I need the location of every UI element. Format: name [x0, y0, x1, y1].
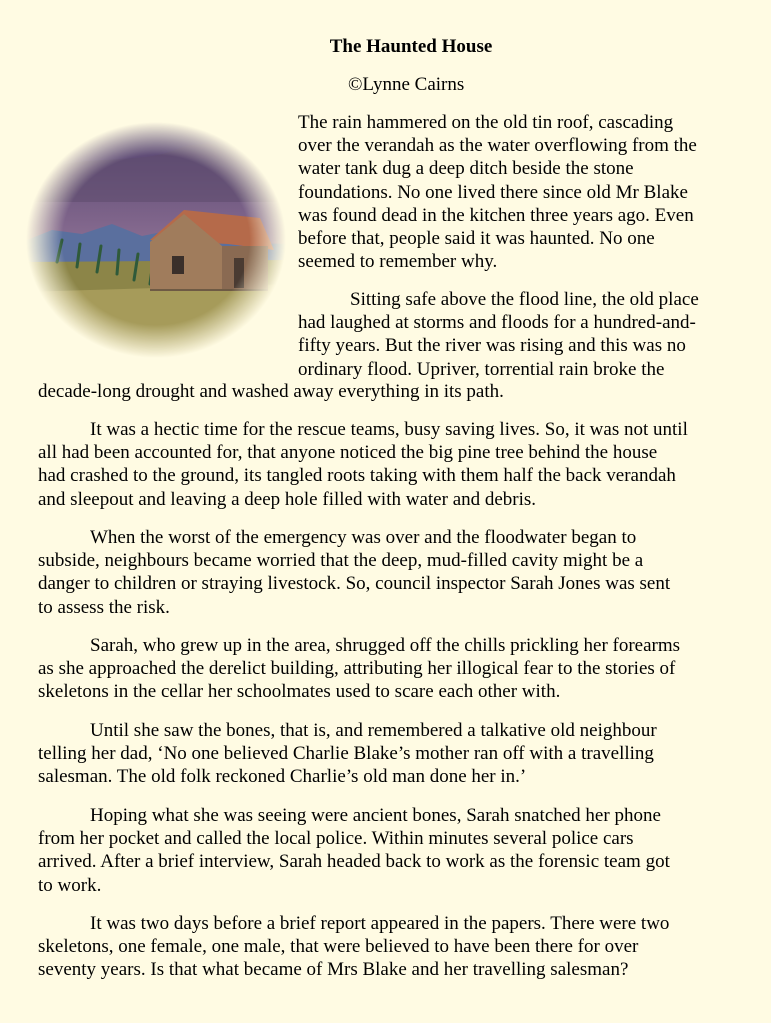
paragraph-3: [38, 418, 688, 511]
text-line: to assess the risk.: [38, 596, 170, 618]
paragraph-8: [38, 912, 669, 982]
text-line: telling her dad, ‘No one believed Charlie Blake’s mother ran off with a travelling: [38, 743, 654, 765]
text-line: Until she saw the bones, that is, and remembered a talkative old neighbour: [90, 720, 657, 741]
text-line: arrived. After a brief interview, Sarah headed back to work as the forensic team got: [38, 851, 670, 873]
text-line: seventy years. Is that what became of Mrs Blake and her travelling salesman?: [38, 959, 629, 981]
paragraph-7: [38, 804, 670, 897]
paragraph-2: [298, 288, 699, 381]
text-line: It was a hectic time for the rescue teams, busy saving lives. So, it was not until: [90, 419, 688, 440]
text-line: skeletons, one female, one male, that were believed to have been there for over: [38, 936, 639, 958]
paragraph-1: [298, 111, 697, 273]
text-line: subside, neighbours became worried that the deep, mud-filled cavity might be a: [38, 550, 644, 572]
text-line: skeletons in the cellar her schoolmates used to scare each other with.: [38, 681, 561, 703]
author-copyright: ©Lynne Cairns: [348, 74, 465, 95]
text-line: before that, people said it was haunted. No one: [298, 228, 655, 250]
paragraph-6: [38, 719, 657, 789]
text-line: over the verandah as the water overflowing from the: [298, 135, 697, 157]
paragraph-2-continuation: [38, 380, 504, 403]
paragraph-4: [38, 526, 670, 619]
text-line: ordinary flood. Upriver, torrential rain broke the: [298, 358, 665, 380]
text-line: salesman. The old folk reckoned Charlie’s old man done her in.’: [38, 766, 527, 788]
text-line: to work.: [38, 874, 102, 896]
text-line: had crashed to the ground, its tangled roots taking with them half the back verandah: [38, 465, 676, 487]
text-line: decade-long drought and washed away everything in its path.: [38, 381, 504, 402]
text-line: had laughed at storms and floods for a hundred-and-: [298, 312, 696, 334]
text-line: as she approached the derelict building, attributing her illogical fear to the stories of: [38, 658, 676, 680]
story-title: The Haunted House: [329, 36, 493, 57]
paragraph-5: [38, 634, 680, 704]
text-line: Sitting safe above the flood line, the old place: [350, 289, 699, 310]
haunted-house-illustration: [22, 112, 290, 362]
text-line: fifty years. But the river was rising and this was no: [298, 335, 686, 357]
text-line: from her pocket and called the local police. Within minutes several police cars: [38, 828, 634, 850]
text-line: seemed to remember why.: [298, 251, 498, 273]
text-line: The rain hammered on the old tin roof, cascading: [298, 112, 674, 133]
text-line: all had been accounted for, that anyone noticed the big pine tree behind the house: [38, 442, 658, 464]
text-line: foundations. No one lived there since old Mr Blake: [298, 181, 688, 203]
text-line: Hoping what she was seeing were ancient bones, Sarah snatched her phone: [90, 805, 661, 826]
text-line: water tank dug a deep ditch beside the stone: [298, 158, 634, 180]
text-line: and sleepout and leaving a deep hole filled with water and debris.: [38, 488, 537, 510]
text-line: danger to children or straying livestock. So, council inspector Sarah Jones was sent: [38, 573, 671, 595]
text-line: Sarah, who grew up in the area, shrugged off the chills prickling her forearms: [90, 635, 681, 656]
text-line: When the worst of the emergency was over and the floodwater began to: [90, 527, 637, 548]
text-line: It was two days before a brief report appeared in the papers. There were two: [90, 913, 670, 934]
text-line: was found dead in the kitchen three years ago. Even: [298, 204, 694, 226]
